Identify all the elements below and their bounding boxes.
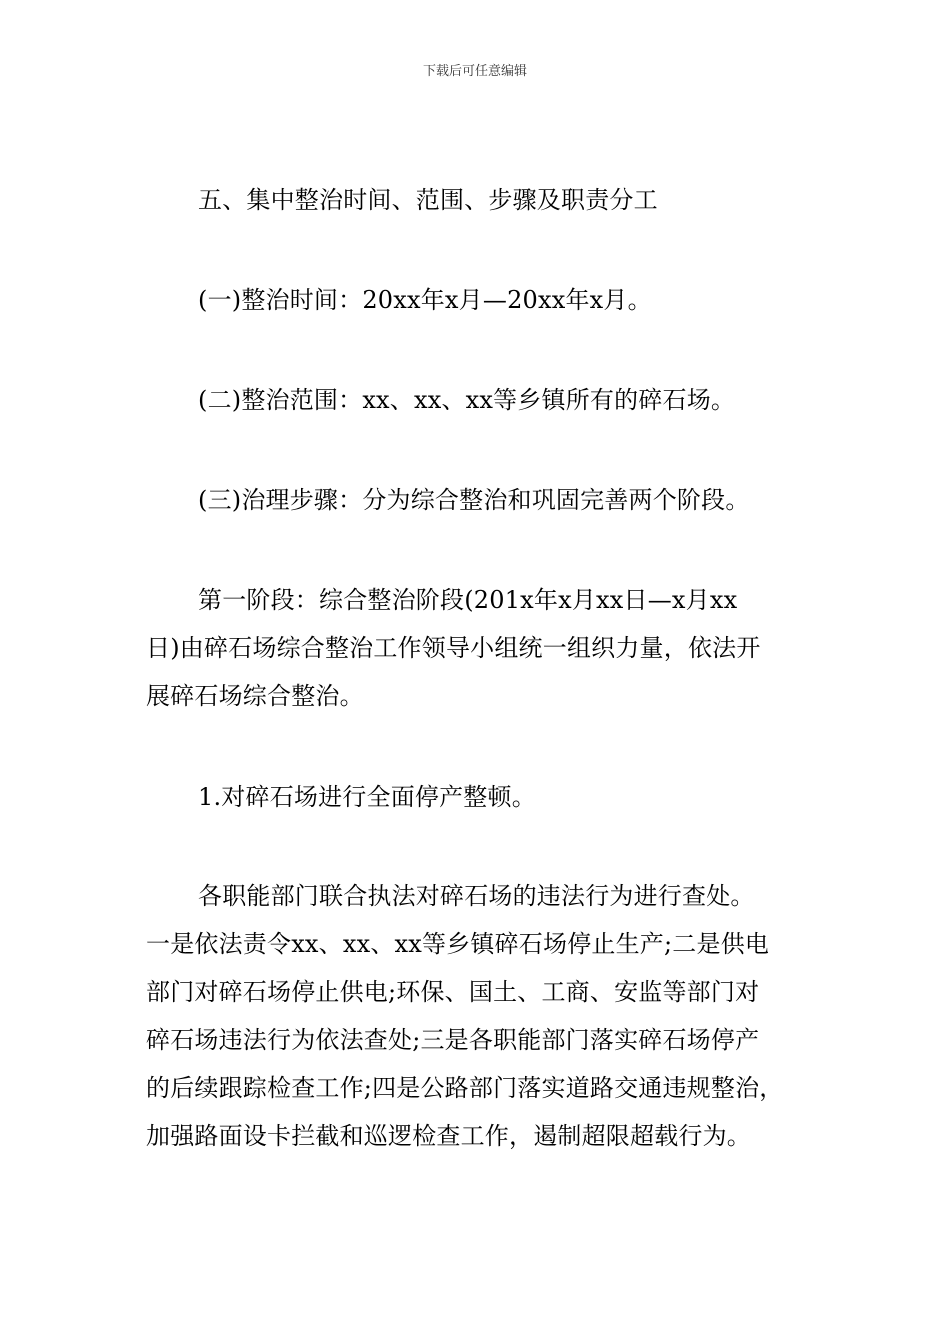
steps-text: (三)治理步骤：分为综合整治和巩固完善两个阶段。 [198,486,750,514]
department-line: 各职能部门联合执法对碎石场的违法行为进行查处。 [198,882,755,910]
department-line: 加强路面设卡拦截和巡逻检查工作，遏制超限超载行为。 [146,1122,751,1150]
download-note: 下载后可任意编辑 [422,64,527,79]
time-text: (一)整治时间：20xx年x月—20xx年x月。 [198,286,652,314]
stage1-line: 第一阶段：综合整治阶段(201x年x月xx日—x月xx [198,586,738,614]
item1-paragraph [146,773,826,821]
department-line: 碎石场违法行为依法查处;三是各职能部门落实碎石场停产 [146,1026,760,1054]
scope-paragraph [146,376,826,424]
item1-text: 1.对碎石场进行全面停产整顿。 [198,783,536,811]
stage1-line: 日)由碎石场综合整治工作领导小组统一组织力量，依法开 [146,634,761,662]
section-heading-text: 五、集中整治时间、范围、步骤及职责分工 [198,186,658,214]
department-line: 一是依法责令xx、xx、xx等乡镇碎石场停止生产;二是供电 [146,930,770,958]
department-paragraph [146,872,826,1160]
stage1-paragraph [146,576,826,720]
scope-text: (二)整治范围：xx、xx、xx等乡镇所有的碎石场。 [198,386,736,414]
stage1-line: 展碎石场综合整治。 [146,682,364,710]
section-heading [146,176,826,224]
department-line: 部门对碎石场停止供电;环保、国土、工商、安监等部门对 [146,978,760,1006]
steps-paragraph [146,476,826,524]
time-paragraph [146,276,826,324]
department-line: 的后续跟踪检查工作;四是公路部门落实道路交通违规整治， [146,1074,784,1102]
